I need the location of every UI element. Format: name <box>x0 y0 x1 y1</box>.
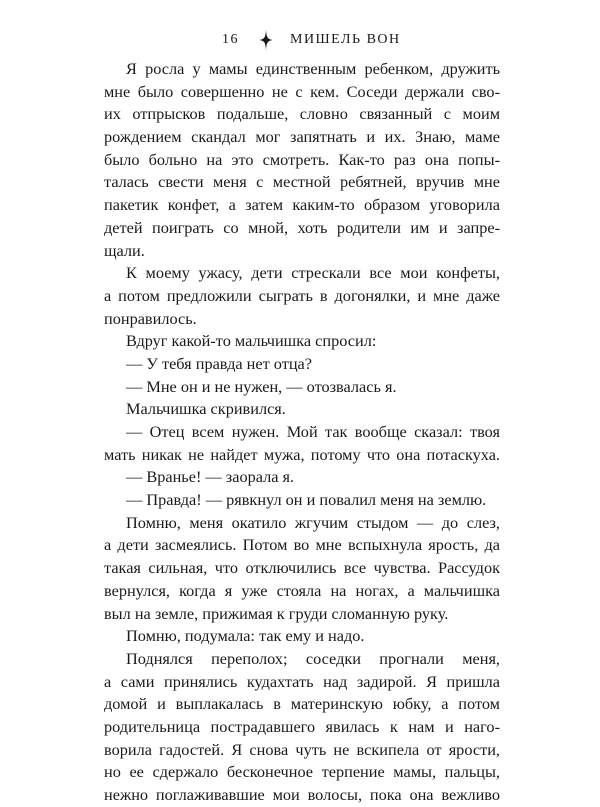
text-line: а дети засмеялись. Потом во мне вспыхнула ярость, да <box>104 535 500 555</box>
text-line: — Мне он и не нужен, — отозвалась я. <box>126 376 397 396</box>
text-line: Помню, подумала: так ему и надо. <box>126 626 365 646</box>
text-line: мать никак не найдет мужа, потому что она потаскуха. <box>104 444 500 464</box>
text-line: Вдруг какой-то мальчишка спросил: <box>126 331 377 351</box>
text-line: рождением скандал мог запятнать и их. Знаю, маме <box>104 127 500 147</box>
text-line: Мальчишка скривился. <box>126 399 286 419</box>
four-point-star-icon <box>259 30 273 50</box>
running-header <box>0 30 600 52</box>
text-line: а потом предложили сыграть в догонялки, и мне даже <box>104 285 500 305</box>
text-line: пакетик конфет, а затем каким-то образом уговорила <box>104 195 500 215</box>
text-line: выл на земле, прижимая к груди сломанную руку. <box>104 603 449 623</box>
running-title: МИШЕЛЬ ВОН <box>290 32 401 47</box>
text-line: щали. <box>104 240 145 260</box>
text-line: — У тебя правда нет отца? <box>126 353 313 373</box>
page-number: 16 <box>222 32 239 47</box>
text-line: ворила гадостей. Я снова чуть не вскипела от ярости, <box>104 739 500 759</box>
text-line: — Вранье! — заорала я. <box>126 467 295 487</box>
text-line: а сами принялись кудахтать над задирой. Я пришла <box>104 671 500 691</box>
text-line: было больно на это смотреть. Как-то раз она попы- <box>104 149 500 169</box>
text-line: Поднялся переполох; соседки прогнали меня, <box>126 648 500 668</box>
text-line: но ее сдержало бесконечное терпение мамы, пальцы, <box>104 762 500 782</box>
text-line: понравилось. <box>104 308 197 328</box>
text-line: — Отец всем нужен. Мой так вообще сказал: твоя <box>126 422 500 441</box>
text-line: вернулся, когда я уже стояла на ногах, а мальчишка <box>104 580 500 600</box>
text-line: Помню, меня окатило жгучим стыдом — до слез, <box>126 512 500 532</box>
text-line: детей поиграть со мной, хоть родители им и запре- <box>104 217 500 237</box>
text-line: — Правда! — рявкнул он и повалил меня на землю. <box>126 490 487 510</box>
text-line: мне было совершенно не с кем. Соседи держали сво- <box>104 81 500 101</box>
text-line: талась свести меня с местной ребятней, вручив мне <box>104 172 500 192</box>
text-line: родительница пострадавшего явилась к нам и наго- <box>104 716 500 736</box>
text-line: Я росла у мамы единственным ребенком, дружить <box>126 59 500 78</box>
text-line: К моему ужасу, дети стрескали все мои конфеты, <box>126 263 500 283</box>
body-text <box>104 58 500 807</box>
text-line: домой и выплакалась в материнскую юбку, а потом <box>104 694 500 714</box>
text-line: такая сильная, что отключились все чувства. Рассудок <box>104 558 500 578</box>
text-line: их отпрысков подальше, словно связанный с моим <box>104 104 500 124</box>
text-line: нежно поглаживавшие мои волосы, пока она вежливо <box>104 785 500 804</box>
